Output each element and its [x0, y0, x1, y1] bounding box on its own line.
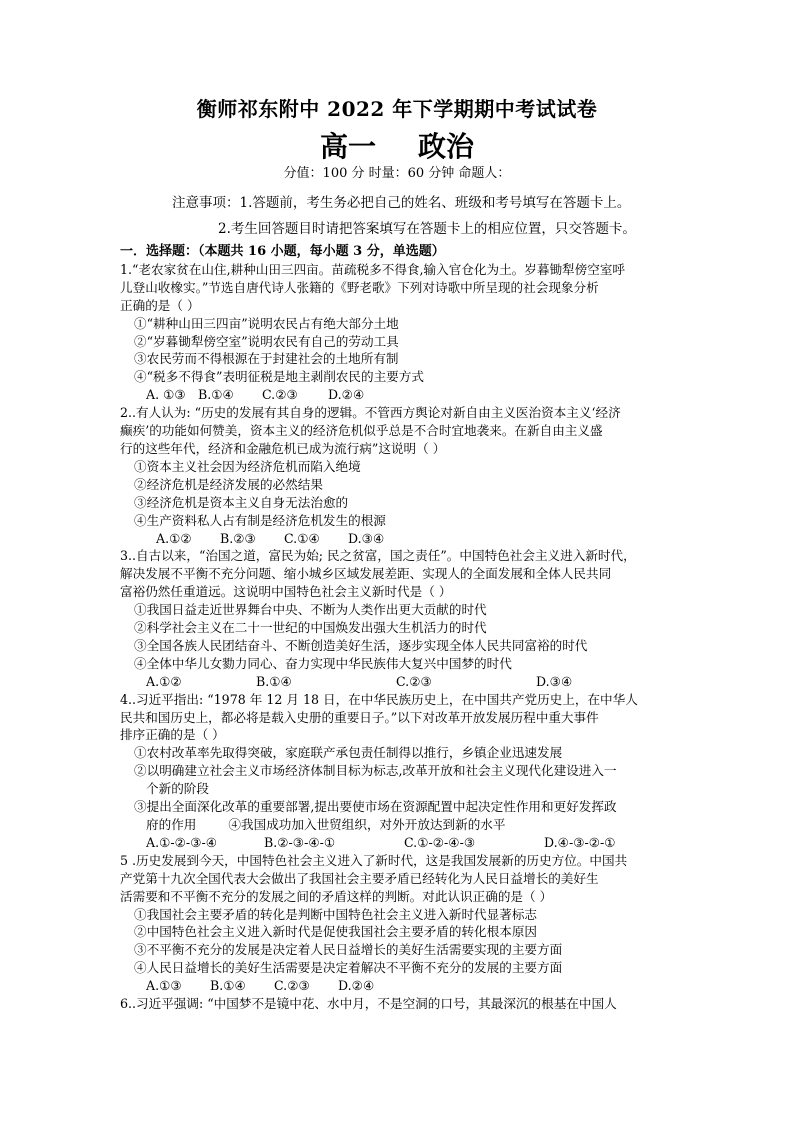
question-line: 6..习近平强调: “中国梦不是镜中花、水中月，不是空洞的口号，其最深沉的根基在中国人 [120, 996, 617, 1012]
statement-option: ②科学社会主义在二十一世纪的中国焕发出强大生机活力的时代 [134, 620, 487, 636]
choice-d: D.②④ [338, 978, 375, 994]
choice-a: A.①② [146, 673, 182, 689]
choice-d: D.②④ [328, 387, 365, 403]
notice-line-2: 2.考生回答题目时请把答案填写在答题卡上的相应位置，只交答题卡。 [218, 221, 636, 237]
answer-choices [120, 386, 680, 404]
exam-title: 衡师祁东附中 2022 年下学期期中考试试卷 [196, 97, 598, 121]
question-line: 产党第十九次全国代表大会做出了我国社会主要矛盾已经转化为人民日益增长的美好生 [120, 870, 599, 886]
question-line: 2..有人认为: “历史的发展有其自身的逻辑。不管西方舆论对新自由主义医治资本主义‘经济 [120, 405, 621, 421]
statement-option: ①我国日益走近世界舞台中央、不断为人类作出更大贡献的时代 [134, 602, 487, 618]
question-line: 行的这些年代，经济和金融危机已成为流行病”这说明（ ） [120, 440, 446, 456]
choice-b: B.①④ [210, 978, 246, 994]
question-line: 排序正确的是（ ） [120, 727, 225, 743]
question-4 [120, 691, 680, 852]
statement-option: ③不平衡不充分的发展是决定着人民日益增长的美好生活需要实现的主要方面 [134, 942, 563, 958]
statement-option: ③全国各族人民团结奋斗、不断创造美好生活，逐步实现全体人民共同富裕的时代 [134, 637, 588, 653]
question-line: 儿登山收橡实。”节选自唐代诗人张籍的《野老歌》下列对诗歌中所呈现的社会现象分析 [120, 279, 599, 295]
statement-option: ④全体中华儿女勠力同心、奋力实现中华民族伟大复兴中国梦的时代 [134, 655, 512, 671]
choice-c: C.②③ [274, 978, 310, 994]
statement-option: ②经济危机是经济发展的必然结果 [134, 476, 323, 492]
choice-b: B.①④ [256, 673, 292, 689]
question-line: 5 .历史发展到今天，中国特色社会主义进入了新时代，这是我国发展新的历史方位。中国共 [120, 852, 628, 868]
choice-a: A. ①③ [146, 387, 186, 403]
question-2 [120, 404, 680, 547]
statement-option: 个新的阶段 [134, 781, 209, 797]
choice-b: B.①④ [198, 387, 234, 403]
subject-label: 政治 [418, 130, 475, 163]
answer-choices [120, 977, 680, 995]
statement-option: ④“税多不得食”表明征税是地主剥削农民的主要方式 [134, 369, 424, 385]
question-line: 4..习近平指出: “1978 年 12 月 18 日，在中华民族历史上，在中国共产党历史上，在中华人 [120, 691, 638, 707]
choice-b: B.②③ [220, 530, 256, 546]
question-6 [120, 995, 680, 1013]
question-area [120, 243, 680, 1013]
statement-option: ①“耕种山田三四亩”说明农民占有绝大部分土地 [134, 315, 399, 331]
question-line: 解决发展不平衡不充分问题、缩小城乡区域发展差距、实现人的全面发展和全体人民共同 [120, 566, 612, 582]
statement-option: ③经济危机是资本主义自身无法治愈的 [134, 494, 349, 510]
question-line: 活需要和不平衡不充分的发展之间的矛盾这样的判断。对此认识正确的是（ ） [120, 888, 553, 904]
grade-label: 高一 [319, 130, 376, 163]
question-line: 1.“老农家贫在山住,耕种山田三四亩。苗疏税多不得食,输入官仓化为土。岁暮锄犁傍空室呼 [120, 261, 626, 277]
choice-d: D.③④ [536, 673, 573, 689]
choice-a: A.①-②-③-④ [146, 834, 218, 850]
answer-choices [120, 530, 680, 548]
question-line: 富裕仍然任重道远。这说明中国特色社会主义新时代是（ ） [120, 584, 452, 600]
answer-choices [120, 673, 680, 691]
statement-option: ④人民日益增长的美好生活需要是决定着解决不平衡不充分的发展的主要方面 [134, 960, 563, 976]
choice-c: C.②③ [396, 673, 432, 689]
section-heading: 一．选择题：（本题共 16 小题，每小题 3 分，单选题） [120, 244, 445, 259]
statement-option: ①我国社会主要矛盾的转化是判断中国特色社会主义进入新时代显著标志 [134, 906, 537, 922]
exam-meta: 分值：100 分 时量：60 分钟 命题人： [283, 166, 511, 181]
statement-option: 府的作用 ④我国成功加入世贸组织，对外开放达到新的水平 [134, 817, 506, 832]
choice-c: C.①-②-④-③ [404, 834, 476, 850]
choice-a: A.①② [156, 530, 192, 546]
statement-option: ②以明确建立社会主义市场经济体制目标为标志,改革开放和社会主义现代化建设进入一 [134, 763, 617, 779]
choice-d: D.③④ [348, 530, 385, 546]
choice-d: D.④-③-②-① [544, 834, 616, 850]
choice-c: C.②③ [262, 387, 298, 403]
question-1 [120, 261, 680, 404]
choice-c: C.①④ [284, 530, 320, 546]
question-3 [120, 547, 680, 690]
statement-option: ③提出全面深化改革的重要部署,提出要使市场在资源配置中起决定性作用和更好发挥政 [134, 799, 617, 815]
choice-b: B.②-③-④-① [264, 834, 336, 850]
choice-a: A.①③ [146, 978, 182, 994]
question-line: 民共和国历史上，都必将是载入史册的重要日子。”以下对改革开放发展历程中重大事件 [120, 709, 599, 725]
statement-option: ③农民劳而不得根源在于封建社会的土地所有制 [134, 351, 399, 367]
question-line: 正确的是（ ） [120, 297, 200, 313]
notice-line-1: 注意事项：1.答题前，考生务必把自己的姓名、班级和考号填写在答题卡上。 [172, 195, 631, 211]
exam-subject-line [0, 125, 794, 165]
question-line: 3..自古以来，“治国之道，富民为始; 民之贫富，国之责任”。中国特色社会主义进入新时代， [120, 548, 636, 564]
statement-option: ②中国特色社会主义进入新时代是促使我国社会主要矛盾的转化根本原因 [134, 924, 537, 940]
answer-choices [120, 834, 680, 852]
statement-option: ①资本主义社会因为经济危机而陷入绝境 [134, 458, 361, 474]
question-line: 癫疾’的功能如何赞美，资本主义的经济危机似乎总是不合时宜地袭来。在新自由主义盛 [120, 423, 603, 439]
statement-option: ①农村改革率先取得突破，家庭联产承包责任制得以推行，乡镇企业迅速发展 [134, 745, 563, 761]
question-5 [120, 852, 680, 995]
statement-option: ④生产资料私人占有制是经济危机发生的根源 [134, 512, 386, 528]
statement-option: ②“岁暮锄犁傍空室”说明农民有自己的劳动工具 [134, 333, 399, 349]
